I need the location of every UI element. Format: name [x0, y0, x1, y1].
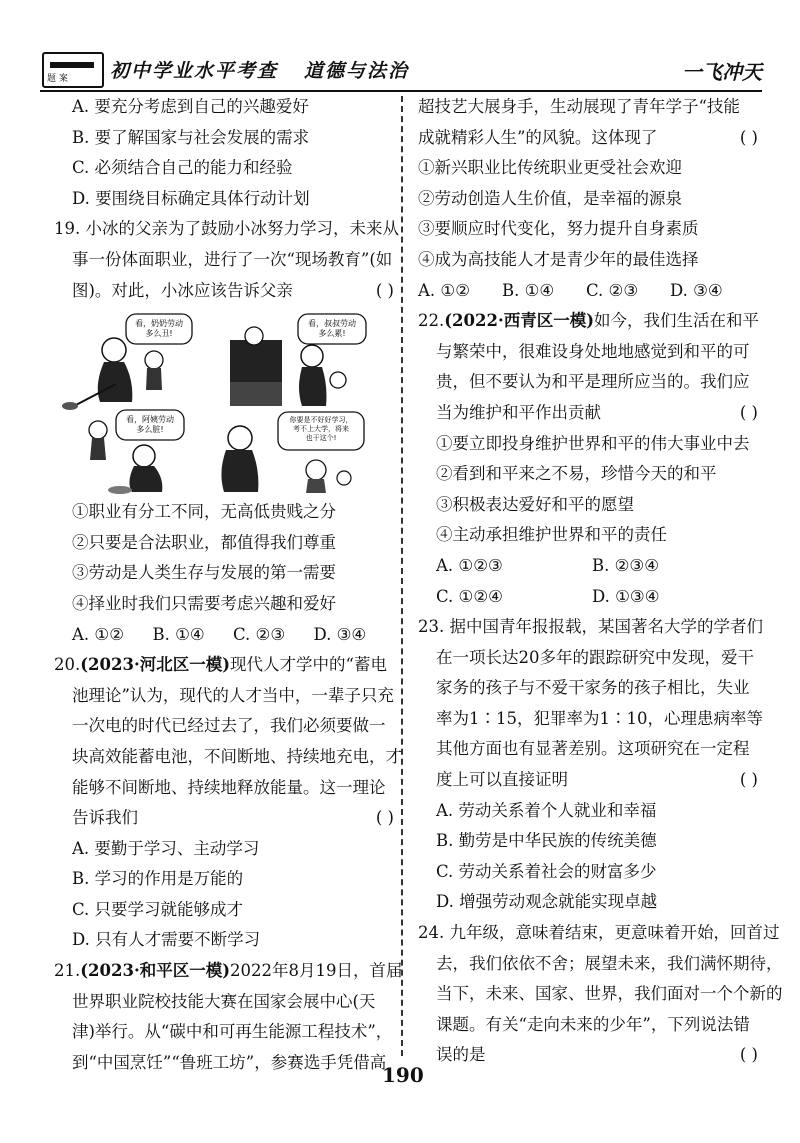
q21-statement-2: ②劳动创造人生价值，是幸福的源泉 [418, 188, 682, 208]
q24-line-2: 去，我们依依不舍；展望未来，我们满怀期待， [436, 953, 783, 973]
left-column [54, 92, 403, 1078]
q22-line-1 [418, 306, 758, 337]
cartoon-panel-2 [230, 314, 366, 406]
q22-line-3: 贵，但不要认为和平是理所应当的。我们应 [436, 372, 750, 392]
q19-line-2: 事一份体面职业，进行了一次“现场教育”(如 [72, 249, 393, 269]
q18-option-b: B. 要了解国家与社会发展的需求 [72, 127, 310, 147]
q18-option-c: C. 必须结合自己的能力和经验 [72, 158, 293, 178]
page-header [40, 48, 762, 92]
q21-statement-1: ①新兴职业比传统职业更受社会欢迎 [418, 158, 682, 178]
q20-stem-end: 告诉我们 [72, 808, 138, 828]
q23-line-6 [418, 765, 758, 796]
q22-choice-c: C. ①②④ [436, 586, 503, 606]
q19-line-3 [54, 276, 394, 307]
q19-choice-c: C. ②③ [233, 624, 286, 644]
bubble-1: 看，奶奶劳动多么丑! [135, 319, 183, 339]
q19-choice-a: A. ①② [72, 624, 124, 644]
q22-statement-4: ④主动承担维护世界和平的责任 [436, 525, 667, 545]
q20-source-tag: (2023·河北区一模) [80, 655, 231, 675]
q22-choice-a: A. ①②③ [436, 555, 503, 575]
bubble-3: 看，阿姨劳动多么脏! [126, 415, 174, 435]
q20-line-2: 池理论”认为，现代的人才当中，一辈子只充 [72, 685, 394, 705]
q20-option-a: A. 要勤于学习、主动学习 [72, 838, 260, 858]
q22-answer-blank: ( ) [739, 402, 758, 422]
q22-choice-b: B. ②③④ [592, 555, 659, 575]
q20-answer-blank: ( ) [375, 808, 394, 828]
bubble-2: 看，叔叔劳动多么累! [308, 319, 356, 339]
q23-option-d: D. 增强劳动观念就能实现卓越 [436, 892, 658, 912]
q19-statement-4: ④择业时我们只需要考虑兴趣和爱好 [72, 593, 336, 613]
q21-cont-line-1: 超技艺大展身手，生动展现了青年学子“技能 [418, 97, 740, 116]
q22-source-tag: (2022·西青区一模) [444, 311, 595, 331]
q24-line-3: 当下，未来、国家、世界，我们面对一个个新的 [436, 984, 783, 1004]
q19-choice-b: B. ①④ [152, 624, 205, 644]
q21-choice-b: B. ①④ [502, 280, 555, 300]
q22-stem-end: 当为维护和平作出贡献 [436, 402, 601, 422]
q23-stem-end: 度上可以直接证明 [436, 770, 568, 790]
q21-number: 21. [54, 961, 81, 981]
column-divider [401, 96, 403, 1056]
q21-choice-a: A. ①② [418, 280, 470, 300]
q24-answer-blank: ( ) [739, 1045, 758, 1065]
cartoon-illustration [54, 310, 394, 495]
q21-line-3: 津)举行。从“碳中和可再生能源工程技术”， [72, 1022, 393, 1042]
q20-line-5: 能够不间断地、持续地释放能量。这一理论 [72, 777, 386, 797]
q20-line-1 [54, 650, 394, 681]
q24-stem-end: 误的是 [436, 1045, 486, 1065]
q22-statement-3: ③积极表达爱好和平的愿望 [436, 494, 634, 514]
q20-line-6 [54, 803, 394, 834]
q22-number: 22. [418, 311, 445, 331]
q20-number: 20. [54, 655, 81, 675]
q23-line-2: 在一项长达20多年的跟踪研究中发现，爱干 [436, 647, 754, 667]
q23-option-a: A. 劳动关系着个人就业和幸福 [436, 800, 657, 820]
q22-line-4 [418, 398, 758, 429]
q23-line-3: 家务的孩子与不爱干家务的孩子相比，失业 [436, 678, 750, 698]
q23-line-5: 其他方面也有显著差别。这项研究在一定程 [436, 739, 750, 759]
q22-choices-row-1 [418, 551, 758, 582]
q21-choice-c: C. ②③ [586, 280, 639, 300]
logo-text: 题 案 [47, 74, 68, 84]
brand-name: 一飞冲天 [682, 60, 762, 84]
q21-choices [418, 276, 758, 307]
q21-statement-3: ③要顺应时代变化，努力提升自身素质 [418, 219, 699, 239]
q22-choice-d: D. ①③④ [592, 586, 660, 606]
q20-first-text: 现代人才学中的“蓄电 [230, 655, 387, 675]
bubble-4: 你要是不好好学习，考不上大学，将来也干这个! [289, 416, 353, 443]
q23-answer-blank: ( ) [739, 770, 758, 790]
right-column [418, 92, 783, 1071]
q19-line-1: 19. 小冰的父亲为了鼓励小冰努力学习，未来从 [54, 219, 399, 239]
q21-source-tag: (2023·和平区一模) [80, 961, 231, 981]
q20-option-b: B. 学习的作用是万能的 [72, 869, 244, 889]
q24-line-4: 课题。有关“走向未来的少年”，下列说法错 [436, 1014, 750, 1034]
q23-option-b: B. 勤劳是中华民族的传统美德 [436, 831, 657, 851]
cartoon-panel-4 [221, 412, 364, 493]
q19-statement-3: ③劳动是人类生存与发展的第一需要 [72, 563, 336, 583]
q19-stem-end: 图)。对此，小冰应该告诉父亲 [72, 280, 293, 300]
q18-option-a: A. 要充分考虑到自己的兴趣爱好 [72, 97, 309, 116]
q20-line-3: 一次电的时代已经过去了，我们必须要做一 [72, 716, 386, 736]
series-logo [42, 52, 104, 88]
q19-statement-2: ②只要是合法职业，都值得我们尊重 [72, 532, 336, 552]
q22-statement-1: ①要立即投身维护世界和平的伟大事业中去 [436, 433, 750, 453]
q21-answer-blank: ( ) [739, 127, 758, 147]
q19-cartoon [54, 310, 394, 495]
q21-stem-end: 成就精彩人生”的风貌。这体现了 [418, 127, 658, 147]
q21-line-4: 到“中国烹饪”“鲁班工坊”，参赛选手凭借高 [72, 1052, 387, 1072]
q19-choices [54, 620, 394, 651]
q22-first-text: 如今，我们生活在和平 [594, 311, 760, 331]
q21-line-1 [54, 956, 403, 987]
q20-option-d: D. 只有人才需要不断学习 [72, 930, 261, 950]
q24-line-5 [418, 1040, 758, 1071]
q23-line-4: 率为1∶15，犯罪率为1∶10，心理患病率等 [436, 708, 763, 728]
q20-line-4: 块高效能蓄电池，不间断地、持续地充电，才 [72, 746, 402, 766]
book-title: 初中学业水平考查 [110, 60, 279, 82]
q19-choice-d: D. ③④ [313, 624, 367, 644]
page-number: 190 [382, 1063, 424, 1087]
q24-line-1: 24. 九年级，意味着结束，更意味着开始，回首过 [418, 923, 780, 943]
q22-statement-2: ②看到和平来之不易，珍惜今天的和平 [436, 464, 717, 484]
q18-option-d: D. 要围绕目标确定具体行动计划 [72, 188, 310, 208]
q21-line-2: 世界职业院校技能大赛在国家会展中心(天 [72, 991, 376, 1011]
cartoon-panel-1 [62, 314, 192, 410]
q21-cont-line-2 [418, 123, 758, 154]
q21-first-text: 2022年8月19日，首届 [230, 961, 403, 981]
q19-statement-1: ①职业有分工不同，无高低贵贱之分 [72, 502, 336, 522]
cartoon-panel-3 [89, 410, 184, 494]
q23-line-1: 23. 据中国青年报报载，某国著名大学的学者们 [418, 617, 763, 637]
q21-statement-4: ④成为高技能人才是青少年的最佳选择 [418, 249, 699, 269]
q19-answer-blank: ( ) [375, 280, 394, 300]
q22-line-2: 与繁荣中，很难设身处地地感觉到和平的可 [436, 341, 750, 361]
q22-choices-row-2 [418, 582, 758, 613]
q21-choice-d: D. ③④ [670, 280, 723, 300]
q20-option-c: C. 只要学习就能够成才 [72, 899, 244, 919]
subject-title: 道德与法治 [304, 60, 410, 82]
q23-option-c: C. 劳动关系着社会的财富多少 [436, 861, 657, 881]
